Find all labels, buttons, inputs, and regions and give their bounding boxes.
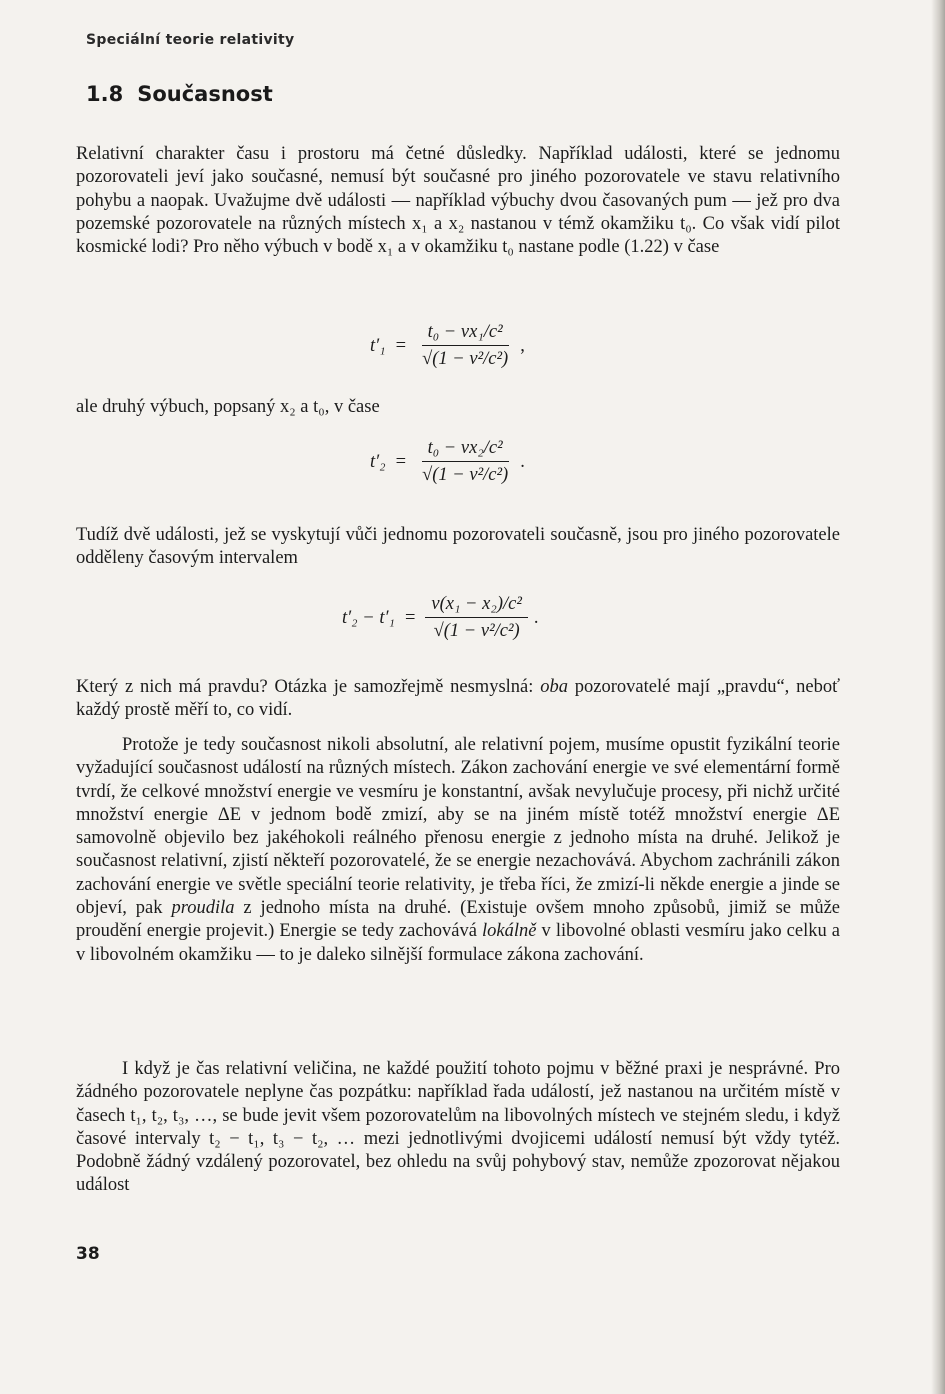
- equation-1: [0, 322, 945, 382]
- equation-2-denominator: √(1 − v²/c²): [422, 465, 509, 485]
- equation-3-equals: =: [404, 607, 416, 628]
- equation-2-fraction: [416, 438, 514, 486]
- paragraph-5-part2: z jednoho místa na druhé. (Existuje ovšem mnoho způsobů, jimiž se může proudění energie projevit.) Energie se tedy zachovává: [76, 898, 840, 942]
- page-number: 38: [76, 1244, 100, 1264]
- equation-2-numerator: t₀ − vx₂/c²: [422, 438, 509, 462]
- equation-1-punct: ,: [520, 335, 525, 356]
- paragraph-6-text: I když je čas relativní veličina, ne každé použití tohoto pojmu v běžné praxi je nesprávné. Pro žádného pozorovatele neplyne čas pozpátku: například řada událostí, jež nastanou na určitém místě v časech t₁, t₂, t₃, …, se bude jevit všem pozorovatelům na libovolných místech ve stejném sledu, i když časové intervaly t₂ − t₁, t₃ − t₂, … mezi jednotlivými dvojicemi událostí nemusí být vždy tytéž. Podobně žádný vzdálený pozorovatel, bez ohledu na svůj pohybový stav, nemůže zpozorovat nějakou událost: [76, 1059, 840, 1196]
- paragraph-intro: [76, 143, 840, 259]
- paragraph-fourth: [76, 676, 840, 723]
- paragraph-5-emphasis-lokalne: lokálně: [482, 921, 537, 942]
- paragraph-5-part3: v libovolné oblasti vesmíru jako celku a v libovolném okamžiku — to je daleko silnější formulace zákona zachování.: [76, 921, 840, 965]
- equation-3-denominator: √(1 − v²/c²): [433, 621, 520, 641]
- equation-3-numerator: v(x₁ − x₂)/c²: [425, 594, 527, 618]
- equation-1-numerator: t₀ − vx₁/c²: [422, 322, 509, 346]
- paragraph-2-text: ale druhý výbuch, popsaný x₂ a t₀, v čase: [76, 397, 380, 417]
- equation-2-equals: =: [395, 451, 407, 472]
- equation-3: [0, 594, 945, 654]
- paragraph-4-before: Který z nich má pravdu? Otázka je samozřejmě nesmyslná:: [76, 677, 541, 697]
- paragraph-third: [76, 524, 840, 571]
- equation-3-punct: .: [533, 607, 539, 628]
- paragraph-sixth: [76, 1058, 840, 1198]
- equation-1-equals: =: [395, 335, 407, 356]
- equation-2-lhs: t′₂: [370, 451, 386, 472]
- equation-3-fraction: [425, 594, 527, 642]
- section-number: 1.8: [86, 82, 124, 106]
- page-edge-shadow: [931, 0, 945, 1394]
- running-head: Speciální teorie relativity: [86, 32, 295, 48]
- paragraph-1-text: Relativní charakter času i prostoru má četné důsledky. Například události, které se jednomu pozorovateli jeví jako současné, nemusí být současné pro jiného pozorovatele ve stavu relativního pohybu a naopak. Uvažujme dvě události — například výbuchy dvou časovaných pum — jež pro dva pozemské pozorovatele na různých místech x₁ a x₂ nastanou v témž okamžiku t₀. Co však vidí pilot kosmické lodi? Pro něho výbuch v bodě x₁ a v okamžiku t₀ nastane podle (1.22) v čase: [76, 144, 840, 258]
- paragraph-5-emphasis-proudila: proudila: [171, 898, 235, 919]
- paragraph-second: [76, 396, 840, 419]
- paragraph-fifth: [76, 734, 840, 967]
- paragraph-5-part1: Protože je tedy současnost nikoli absolutní, ale relativní pojem, musíme opustit fyzikální teorie vyžadující současnost událostí na různých místech. Zákon zachování energie ve své elementární formě tvrdí, že celkové množství energie ve vesmíru je konstantní, avšak nevylučuje procesy, při nichž určité množství energie ΔE v jednom bodě zmizí, aby se na jiném místě totéž množství energie ΔE samovolně objevilo bez jakéhokoli reálného přenosu energie z jednoho místa na druhé. Jelikož je současnost relativní, zjistí někteří pozorovatelé, že se energie nezachovává. Abychom zachránili zákon zachování energie ve světle speciální teorie relativity, je třeba říci, že zmizí-li někde energie a jinde se objeví, pak: [76, 735, 840, 919]
- equation-3-lhs: t′₂ − t′₁: [342, 607, 395, 628]
- equation-2: [0, 438, 945, 498]
- paragraph-4-text: [76, 676, 840, 723]
- paragraph-3-text: Tudíž dvě události, jež se vyskytují vůči jednomu pozorovateli současně, jsou pro jiného pozorovatele odděleny časovým intervalem: [76, 525, 840, 569]
- equation-1-fraction: [416, 322, 514, 370]
- equation-1-denominator: √(1 − v²/c²): [422, 349, 509, 369]
- equation-1-lhs: t′₁: [370, 335, 386, 356]
- paragraph-5-text: [76, 734, 840, 967]
- paragraph-4-emphasis: oba: [540, 677, 568, 697]
- section-heading: Současnost: [137, 82, 273, 106]
- paragraph-4-after: pozorovatelé mají „pravdu“, neboť každý prostě měří to, co vidí.: [76, 677, 841, 721]
- section-title: [86, 82, 273, 106]
- equation-2-punct: .: [520, 451, 525, 472]
